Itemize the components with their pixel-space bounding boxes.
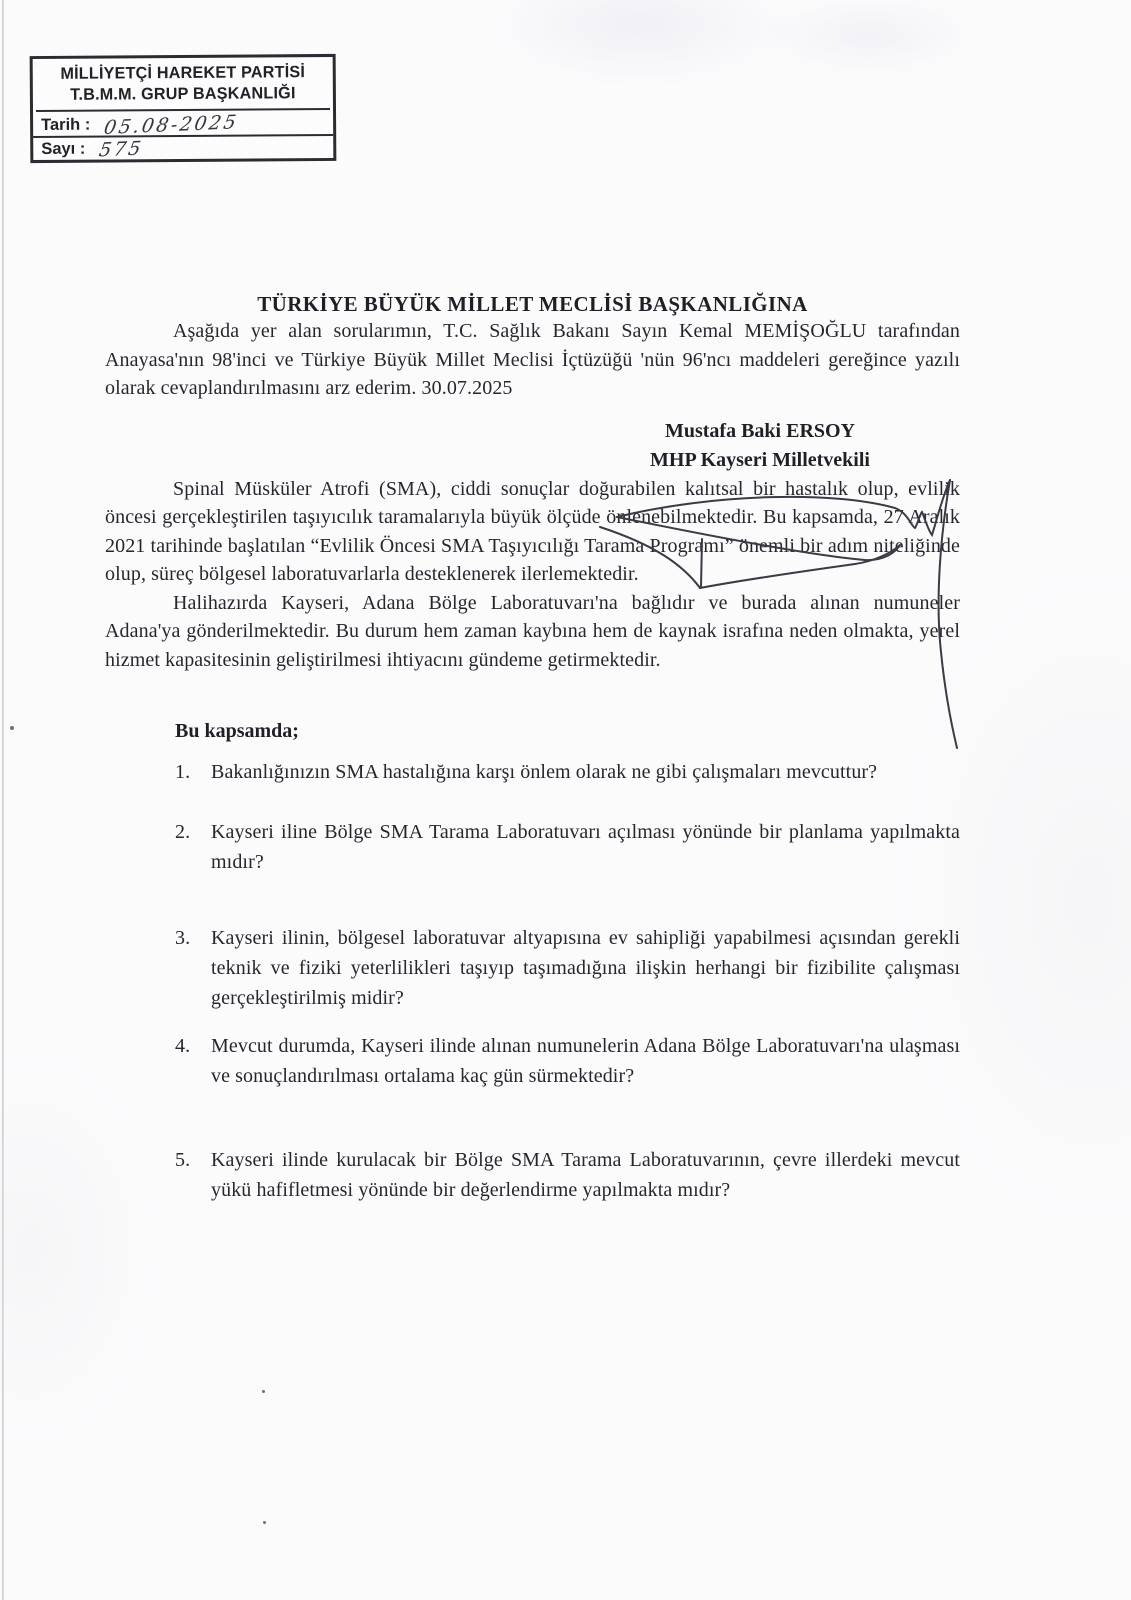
question-list xyxy=(105,757,960,1205)
question-text: Bakanlığınızın SMA hastalığına karşı önlem olarak ne gibi çalışmaları mevcuttur? xyxy=(211,761,878,783)
document-content xyxy=(0,292,1131,1205)
question-number: 3. xyxy=(175,927,191,949)
question-number: 5. xyxy=(175,1149,191,1171)
signatory-title: MHP Kayseri Milletvekili xyxy=(650,448,870,471)
stamp-number-row xyxy=(33,134,333,160)
stamp-date-row xyxy=(33,110,333,139)
signatory-name: Mustafa Baki ERSOY xyxy=(664,419,856,442)
question-item xyxy=(175,923,960,1013)
question-text: Mevcut durumda, Kayseri ilinde alınan numunelerin Adana Bölge Laboratuvarı'na ulaşması ve sonuçlandırılması ortalama kaç gün sürmektedir? xyxy=(211,1035,960,1087)
question-text: Kayseri iline Bölge SMA Tarama Laboratuvarı açılması yönünde bir planlama yapılmakta mıdır? xyxy=(211,821,960,873)
intro-paragraph: Aşağıda yer alan sorularımın, T.C. Sağlık Bakanı Sayın Kemal MEMİŞOĞLU tarafından Anayasa'nın 98'inci ve Türkiye Büyük Millet Meclisi İçtüzüğü 'nün 96'ncı maddeleri gereğince yazılı olarak cevaplandırılmasını arz ederim. 30.07.2025 xyxy=(105,320,960,399)
current-situation-paragraph: Halihazırda Kayseri, Adana Bölge Laboratuvarı'na bağlıdır ve burada alınan numuneler Adana'ya gönderilmektedir. Bu durum hem zaman kaybına hem de kaynak israfına neden olmakta, yerel hizmet kapasitesinin geliştirilmesi ihtiyacını gündeme getirmektedir. xyxy=(105,591,960,671)
stamp-date-label: Tarih : xyxy=(41,115,91,134)
list-heading: Bu kapsamda; xyxy=(175,720,299,742)
party-stamp xyxy=(30,54,337,163)
stamp-number-label: Sayı : xyxy=(41,139,86,158)
question-number: 4. xyxy=(175,1035,191,1057)
document-title: TÜRKİYE BÜYÜK MİLLET MECLİSİ BAŞKANLIĞINA xyxy=(257,292,808,316)
question-number: 2. xyxy=(175,821,191,843)
stamp-number-handwritten: 575 xyxy=(97,137,145,162)
stamp-date-handwritten: 05.08-2025 xyxy=(102,111,241,139)
stamp-group-name: T.B.M.M. GRUP BAŞKANLIĞI xyxy=(70,84,296,104)
question-number: 1. xyxy=(175,761,191,783)
question-item xyxy=(175,817,960,877)
question-text: Kayseri ilinde kurulacak bir Bölge SMA Tarama Laboratuvarının, çevre illerdeki mevcut yükü hafifletmesi yönünde bir değerlendirme yapılmakta mıdır? xyxy=(211,1149,960,1201)
scan-speck xyxy=(263,1521,266,1524)
signature-block xyxy=(610,417,910,475)
question-item xyxy=(175,1145,960,1205)
question-item xyxy=(175,1031,960,1091)
question-text: Kayseri ilinin, bölgesel laboratuvar altyapısına ev sahipliği yapabilmesi açısından gerekli teknik ve fiziki yeterlilikleri taşıyıp taşımadığına ilişkin herhangi bir fizibilite çalışması gerçekleştirilmiş midir? xyxy=(211,927,960,1009)
question-item xyxy=(175,757,960,787)
stamp-header xyxy=(36,57,330,112)
sma-paragraph: Spinal Müsküler Atrofi (SMA), ciddi sonuçlar doğurabilen kalıtsal bir hastalık olup, evlilik öncesi gerçekleştirilen taşıyıcılık taramalarıyla büyük ölçüde önlenebilmektedir. Bu kapsamda, 27 Aralık 2021 tarihinde başlatılan “Evlilik Öncesi SMA Taşıyıcılığı Tarama Programı” önemli bir adım niteliğinde olup, süreç bölgesel laboratuvarlarla desteklenerek ilerlemektedir. xyxy=(105,477,960,585)
stamp-party-name: MİLLİYETÇİ HAREKET PARTİSİ xyxy=(60,63,306,83)
scan-speck xyxy=(262,1390,265,1393)
